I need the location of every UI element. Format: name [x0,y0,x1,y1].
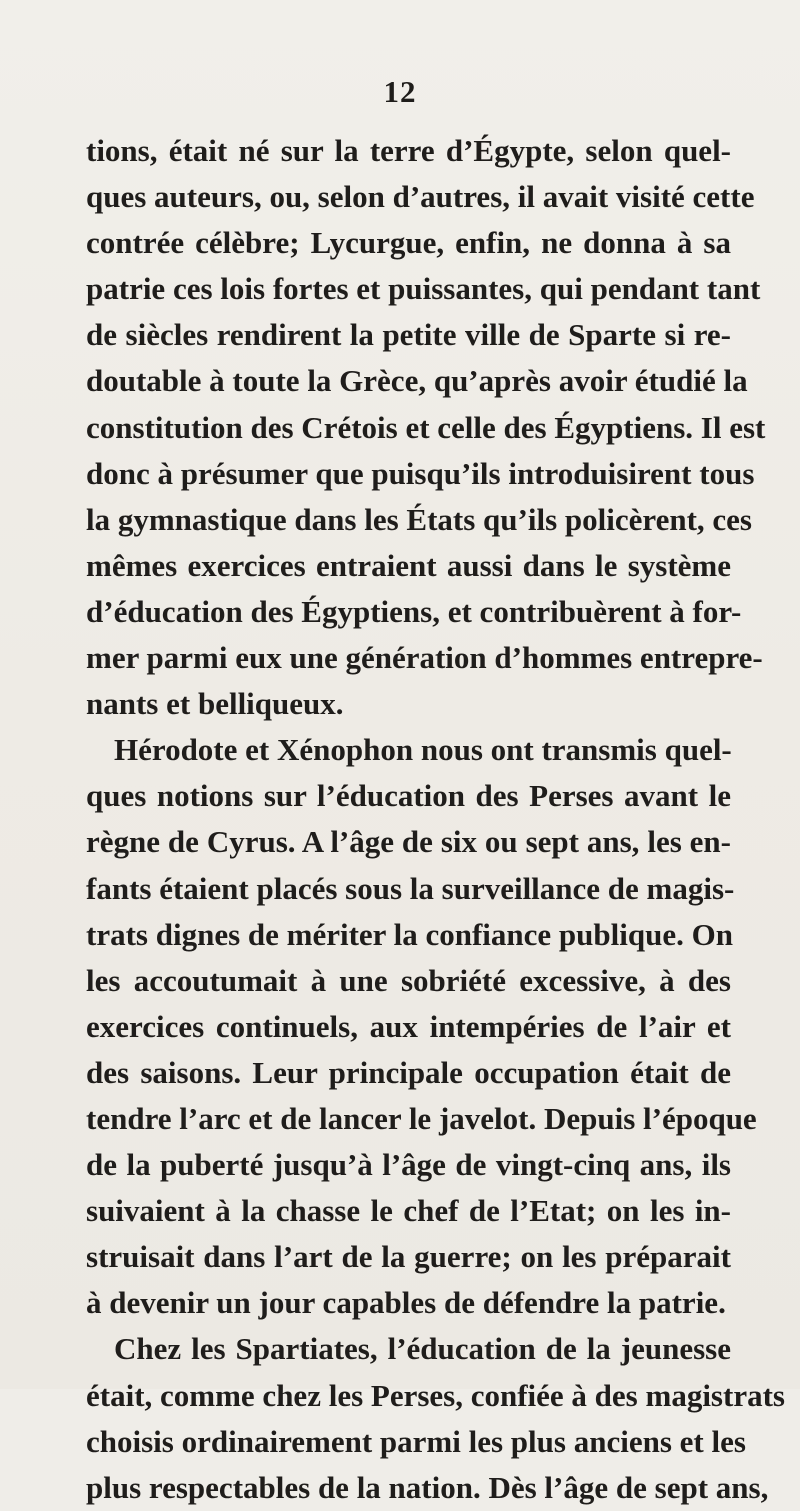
text-line: la gymnastique dans les États qu’ils policèrent, ces [86,501,752,537]
text-line: fants étaient placés sous la surveillance de magis- [86,870,735,906]
body-text [86,128,785,1511]
text-line: doutable à toute la Grèce, qu’après avoir étudié la [86,363,748,399]
text-line: exercices continuels, aux intempéries de l’air et [86,1008,731,1044]
text-line: des saisons. Leur principale occupation était de [86,1054,731,1090]
paragraph-start-line: Hérodote et Xénophon nous ont transmis quel- [114,732,732,768]
text-line: tions, était né sur la terre d’Égypte, selon quel- [86,133,731,168]
text-line: règne de Cyrus. A l’âge de six ou sept ans, les en- [86,824,731,860]
text-line: suivaient à la chasse le chef de l’Etat; on les in- [86,1193,731,1229]
text-line: mêmes exercices entraient aussi dans le système [86,547,731,583]
text-line: contrée célèbre; Lycurgue, enfin, ne donna à sa [86,225,731,261]
text-line: ques auteurs, ou, selon d’autres, il avait visité cette [86,179,755,215]
paragraph-end-line: nants et belliqueux. [86,686,344,722]
text-line: ques notions sur l’éducation des Perses avant le [86,778,731,814]
text-line: donc à présumer que puisqu’ils introduisirent tous [86,455,755,491]
text-line: d’éducation des Égyptiens, et contribuèrent à for- [86,593,742,629]
text-line: choisis ordinairement parmi les plus anciens et les [86,1423,746,1459]
text-line: struisait dans l’art de la guerre; on les préparait [86,1239,731,1275]
text-line: tendre l’arc et de lancer le javelot. Depuis l’époque [86,1100,757,1136]
page-number: 12 [383,74,417,109]
text-line: patrie ces lois fortes et puissantes, qui pendant tant [86,271,761,307]
text-line: trats dignes de mériter la confiance publique. On [86,916,733,952]
text-line: mer parmi eux une génération d’hommes entrepre- [86,640,763,676]
text-line: était, comme chez les Perses, confiée à des magistrats [86,1377,785,1413]
text-line: les accoutumait à une sobriété excessive, à des [86,962,731,998]
paragraph-start-line: Chez les Spartiates, l’éducation de la jeunesse [114,1331,731,1367]
text-line: constitution des Crétois et celle des Égyptiens. Il est [86,409,766,445]
text-line: de la puberté jusqu’à l’âge de vingt-cinq ans, ils [86,1147,731,1183]
text-line: de siècles rendirent la petite ville de Sparte si re- [86,317,731,353]
paragraph-end-line: à devenir un jour capables de défendre la patrie. [86,1285,726,1321]
text-line: plus respectables de la nation. Dès l’âge de sept ans, [86,1469,769,1505]
